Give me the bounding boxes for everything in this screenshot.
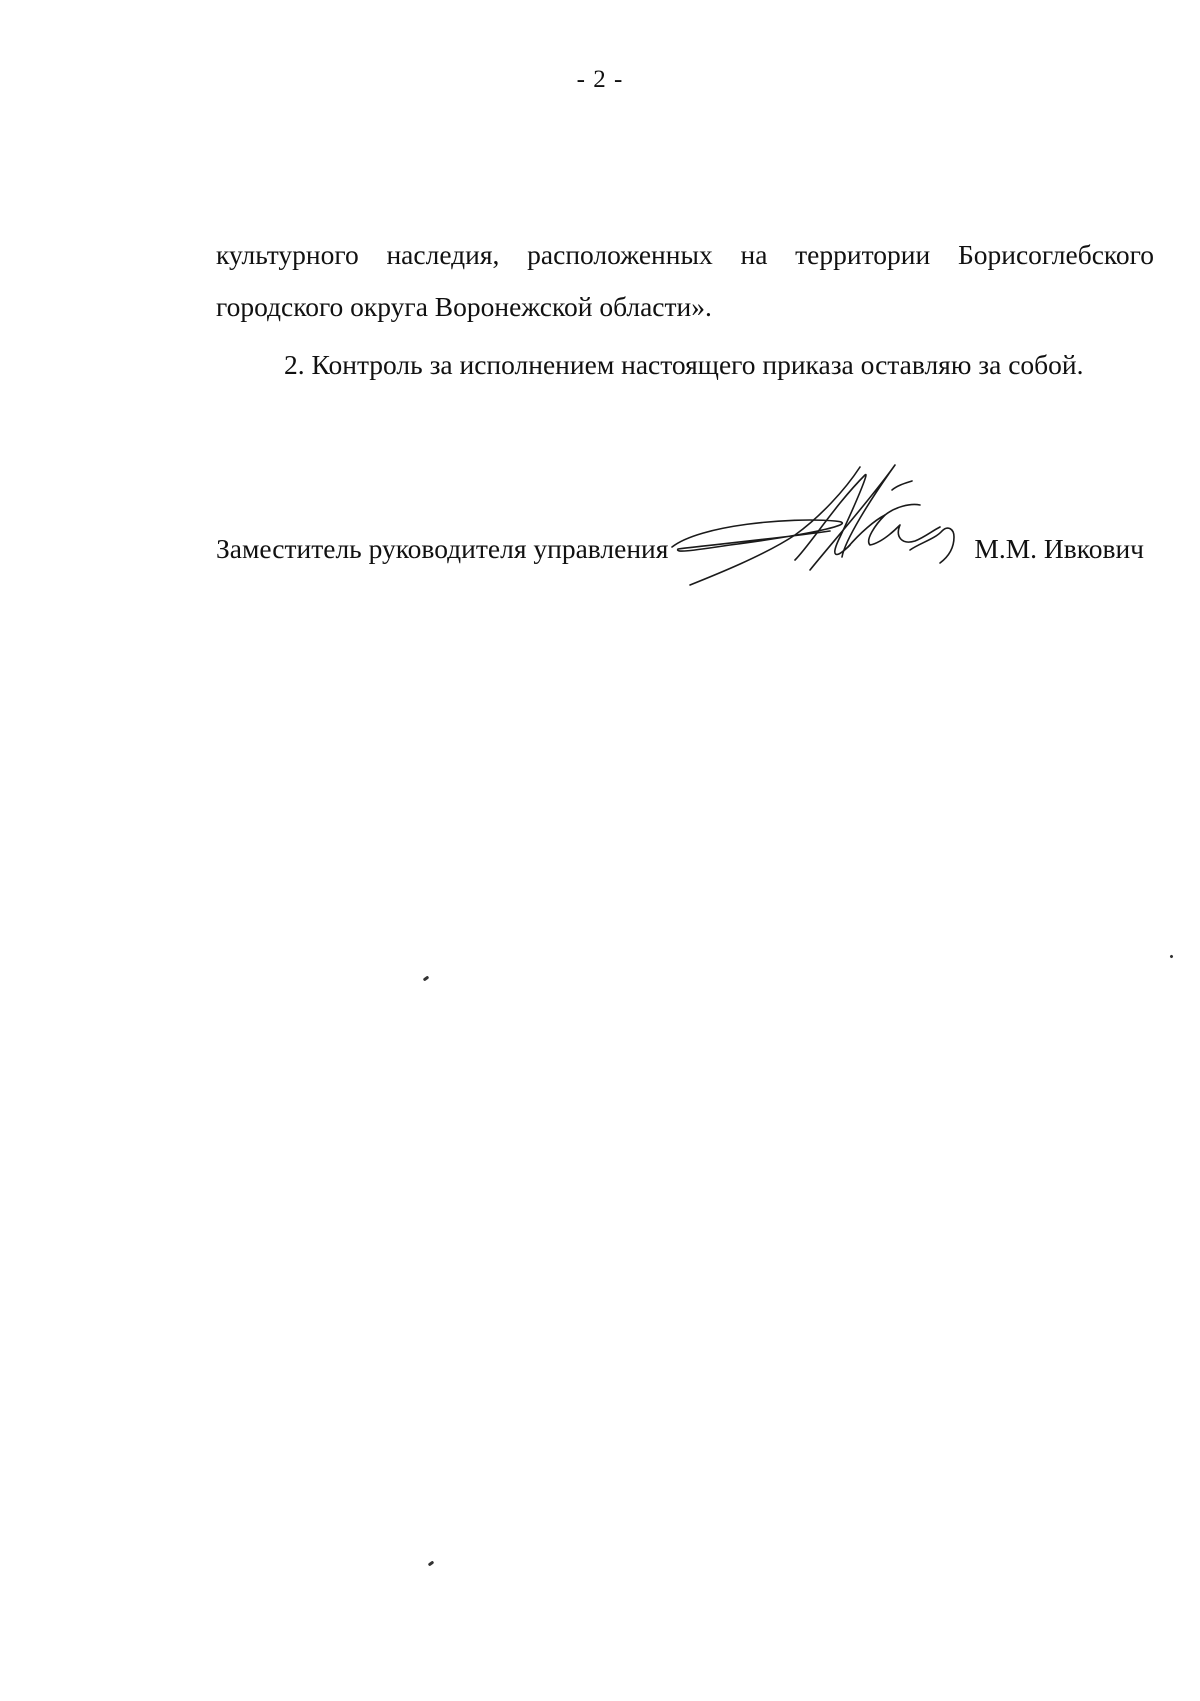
body-text xyxy=(216,229,1154,391)
scan-speck xyxy=(1169,954,1173,958)
signer-name: М.М. Ивкович xyxy=(974,533,1144,564)
handwritten-signature xyxy=(670,445,970,595)
scan-speck xyxy=(428,1561,435,1567)
signer-position: Заместитель руководителя управления xyxy=(216,533,669,564)
paragraph-line-end: городского округа Воронежской области». xyxy=(216,291,712,322)
page-number: - 2 - xyxy=(576,66,624,93)
list-item-control: 2. Контроль за исполнением настоящего приказа оставляю за собой. xyxy=(284,349,1084,380)
paragraph-line-continuation: культурного наследия, расположенных на территории Борисоглебского xyxy=(216,239,1154,270)
scan-speck xyxy=(423,976,430,982)
